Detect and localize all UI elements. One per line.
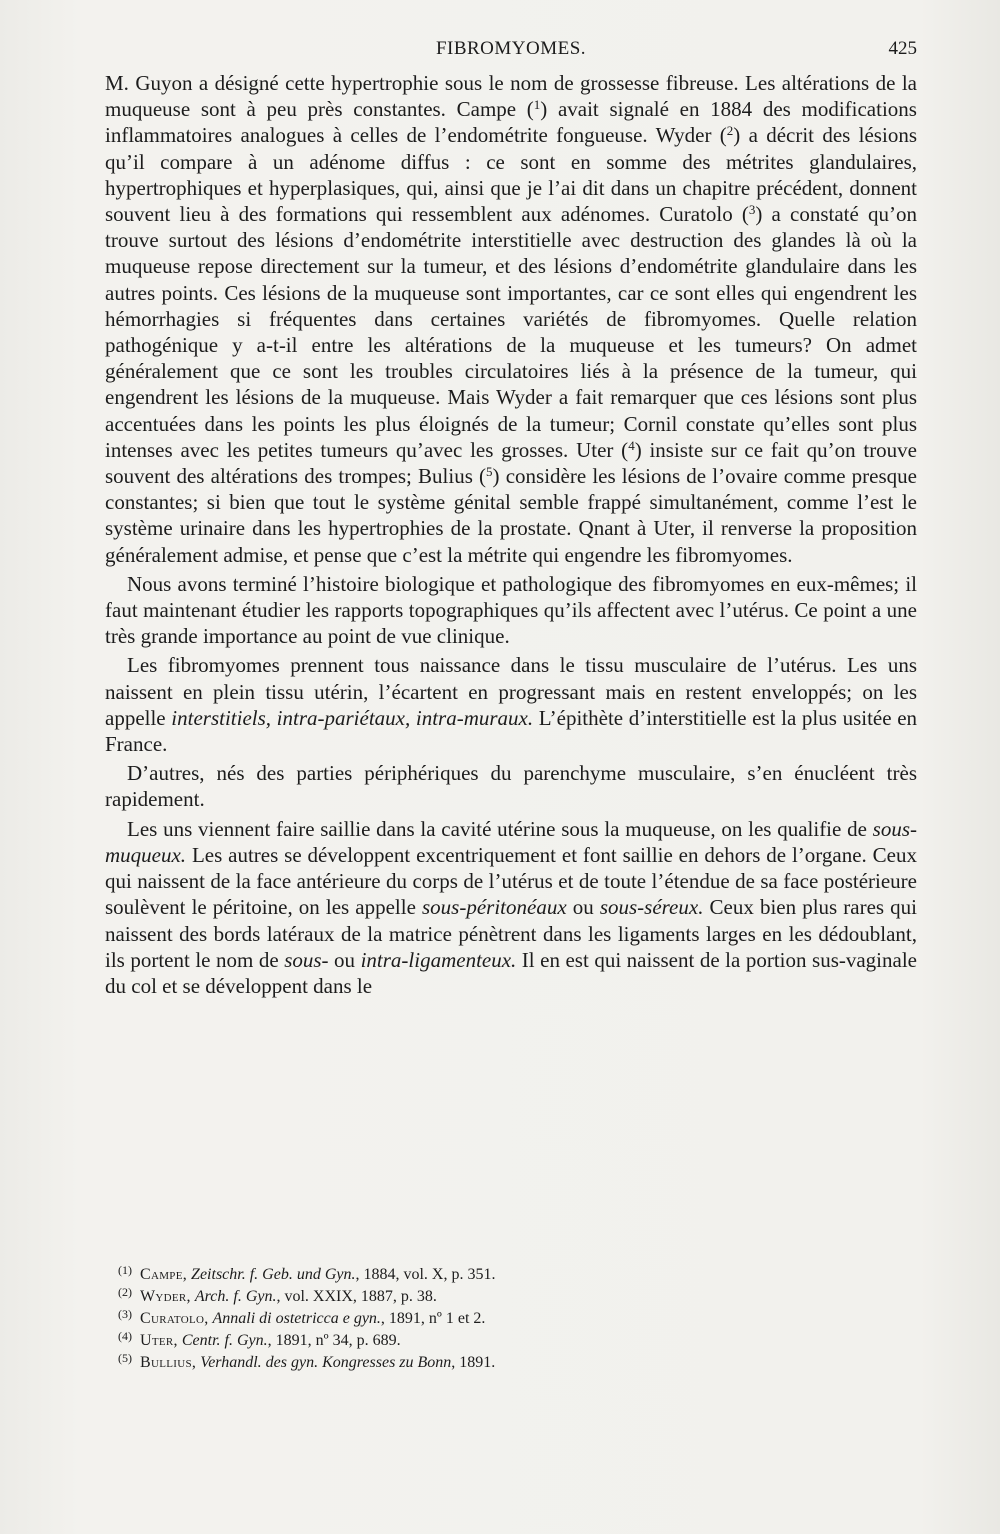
italic-text: sous-muqueux. bbox=[105, 816, 917, 867]
text-run: , vol. XXIX, 1887, p. 38. bbox=[276, 1288, 437, 1305]
italic-text: sous-séreux. bbox=[599, 895, 704, 920]
text-run: , 1891, nº 1 et 2. bbox=[380, 1310, 486, 1327]
italic-text: Arch. f. Gyn. bbox=[194, 1288, 277, 1305]
italic-text: Zeitschr. f. Geb. und Gyn. bbox=[191, 1266, 356, 1283]
text-run: L’épithète d’interstitielle est la plus usitée en France. bbox=[105, 705, 918, 757]
running-head bbox=[105, 38, 917, 68]
text-run: ) insiste sur ce fait qu’on trouve souvent des altérations des trompes; Bulius ( bbox=[105, 437, 918, 489]
text-run: Ceux bien plus rares qui naissent des bords latéraux de la matrice pénètrent dans les ligaments larges en les dédoublant, ils portent le nom de bbox=[105, 895, 917, 972]
paragraph bbox=[105, 816, 917, 999]
text-run: Il en est qui naissent de la portion sus-vaginale du col et se développent dans le bbox=[105, 947, 917, 998]
text-run: D’autres, nés des parties périphériques du parenchyme musculaire, s’en énucléent très rapidement. bbox=[105, 761, 917, 812]
footnote-author: Campe, bbox=[140, 1266, 188, 1283]
text-run: ) a constaté qu’on trouve surtout des lésions d’endométrite interstitielle avec destruction des glandes là où la muqueuse repose directement sur la tumeur, et des lésions d’endométrite glandulaire dans les autres points. Ces lésions de la muqueuse sont importantes, car ce sont elles qui engendrent les hémorrhagies si fréquentes dans certaines variétés de fibromyomes. Quelle relation pathogénique y a-t-il entre les altérations de la muqueuse et les tumeurs? On admet généralement que ce sont les troubles circulatoires liés à la présence de la tumeur, qui engendrent les lésions de la muqueuse. Mais Wyder a fait remarquer que ces lésions sont plus accentuées dans les points les plus éloignés de la tumeur; Cornil constate qu’elles sont plus intenses avec les petites tumeurs qu’avec les grosses. Uter ( bbox=[105, 202, 917, 462]
footnote: (1) Campe, Zeitschr. f. Geb. und Gyn., 1884, vol. X, p. 351. bbox=[118, 1263, 496, 1283]
italic-text: Verhandl. des gyn. Kongresses zu Bonn bbox=[200, 1354, 452, 1371]
text-run: Les uns viennent faire saillie dans la cavité utérine sous la muqueuse, on les qualifie de bbox=[127, 816, 873, 841]
text-run: Les autres se développent excentriquement et font saillie en dehors de l’organe. Ceux qui naissent de la face antérieure du corps de l’utérus et de toute l’étendue de sa face postérieure soulèvent le péritoine, on les appelle bbox=[105, 842, 917, 920]
footnote-author: Uter, bbox=[140, 1332, 178, 1349]
footnote-ref: 4 bbox=[628, 437, 635, 453]
italic-text: intra-ligamenteux. bbox=[360, 947, 517, 972]
text-run: , 1891, nº 34, p. 689. bbox=[267, 1332, 401, 1349]
text-run: , 1891. bbox=[451, 1354, 496, 1371]
paragraph bbox=[105, 652, 917, 757]
text-run: ) a décrit des lésions qu’il compare à un adénome diffus : ce sont en somme des métrites glandulaires, hypertrophiques et hyperplasiques, qui, ainsi que je l’ai dit dans un chapitre précédent, donnent souvent lieu à des formations qui ressemblent aux adénomes. Curatolo ( bbox=[105, 123, 917, 227]
paragraph bbox=[105, 571, 917, 650]
footnote-ref: 2 bbox=[726, 123, 734, 139]
italic-text: Annali di ostetricca e gyn. bbox=[212, 1310, 381, 1327]
text-run: ou bbox=[328, 947, 361, 972]
page-number: 425 bbox=[888, 38, 917, 59]
paragraph bbox=[105, 760, 917, 812]
text-run: Les fibromyomes prennent tous naissance dans le tissu musculaire de l’utérus. Les uns naissent en plein tissu utérin, l’écartent en progressant mais en restent enveloppés; on les appelle bbox=[105, 653, 917, 730]
text-run: ) considère les lésions de l’ovaire comme presque constantes; si bien que tout le système génital semble frappé simultanément, comme l’est le système urinaire dans les hypertrophies de la prostate. Qnant à Uter, il renverse la proposition généralement admise, et pense que c’est la métrite qui engendre les fibromyomes. bbox=[105, 464, 917, 567]
italic-text: sous- bbox=[284, 947, 329, 972]
text-run: M. Guyon a désigné cette hypertrophie sous le nom de grossesse fibreuse. Les altérations de la muqueuse sont à peu près constantes. Campe ( bbox=[105, 71, 917, 122]
text-run: Nous avons terminé l’histoire biologique et pathologique des fibromyomes en eux-mêmes; il faut maintenant étudier les rapports topographiques qu’ils affectent avec l’utérus. Ce point a une très grande importance au point de vue clinique. bbox=[105, 571, 917, 649]
footnote: (3) Curatolo, Annali di ostetricca e gyn., 1891, nº 1 et 2. bbox=[118, 1307, 486, 1327]
italic-text: Centr. f. Gyn. bbox=[181, 1332, 268, 1349]
text-run: ou bbox=[566, 895, 600, 920]
footnote: (4) Uter, Centr. f. Gyn., 1891, nº 34, p. 689. bbox=[118, 1329, 401, 1349]
italic-text: sous-péritonéaux bbox=[422, 895, 567, 920]
footnote-ref: 1 bbox=[533, 97, 541, 113]
italic-text: interstitiels, intra-pariétaux, intra-muraux. bbox=[171, 705, 534, 730]
paragraph bbox=[105, 70, 917, 568]
footnote-author: Wyder, bbox=[140, 1288, 191, 1305]
text-run: , 1884, vol. X, p. 351. bbox=[355, 1266, 496, 1283]
body-text bbox=[105, 70, 917, 1002]
footnote-ref: 3 bbox=[748, 202, 756, 218]
footnote-ref: 5 bbox=[486, 464, 493, 480]
footnote: (5) Bullius, Verhandl. des gyn. Kongresses zu Bonn, 1891. bbox=[118, 1351, 496, 1371]
footnote: (2) Wyder, Arch. f. Gyn., vol. XXIX, 1887, p. 38. bbox=[118, 1285, 437, 1305]
footnote-author: Curatolo, bbox=[140, 1310, 209, 1327]
footnotes bbox=[118, 1264, 908, 1374]
footnote-author: Bullius, bbox=[140, 1354, 197, 1371]
text-run: ) avait signalé en 1884 des modifications inflammatoires analogues à celles de l’endométrite fongueuse. Wyder ( bbox=[105, 97, 917, 148]
running-title: FIBROMYOMES. bbox=[435, 38, 587, 59]
